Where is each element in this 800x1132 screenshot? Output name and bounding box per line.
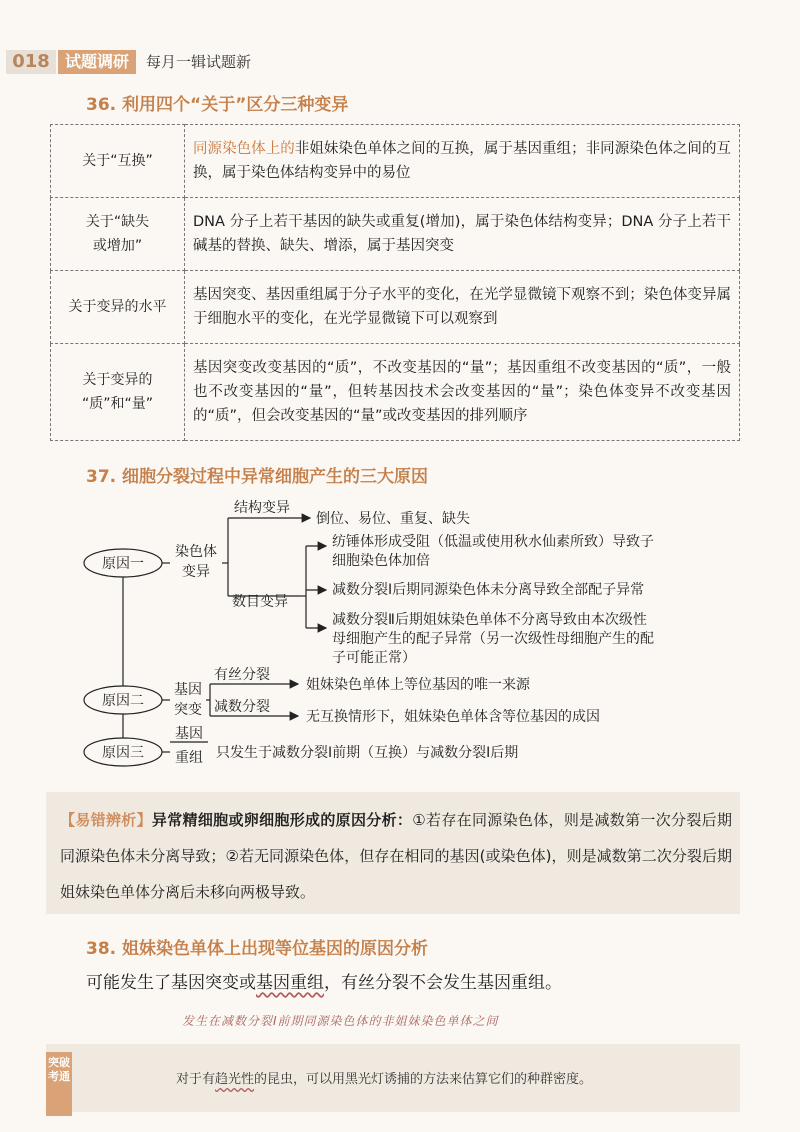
mitosis-result: 姐妹染色单体上等位基因的唯一来源 bbox=[306, 677, 530, 693]
table-row bbox=[51, 198, 740, 271]
note-heading: 异常精细胞或卵细胞形成的原因分析： bbox=[151, 811, 413, 829]
page-number: 018 bbox=[6, 50, 56, 74]
recombination-label: 基因 bbox=[175, 726, 203, 742]
section-38-title: 38. 姐妹染色单体上出现等位基因的原因分析 bbox=[86, 939, 429, 959]
mitosis-label: 有丝分裂 bbox=[214, 667, 270, 683]
reason-3-label: 原因三 bbox=[102, 745, 144, 761]
variation-table bbox=[50, 124, 740, 441]
structural-variation-label: 结构变异 bbox=[234, 500, 290, 516]
chromosome-variation-label: 染色体 bbox=[175, 544, 217, 560]
highlight-text: 同源染色体上的 bbox=[193, 141, 295, 157]
number-item-3: 母细胞产生的配子异常（另一次级性母细胞产生的配 bbox=[332, 631, 654, 647]
row-label-line: 关于变异的 bbox=[82, 372, 153, 388]
body-text: ，有丝分裂不会发生基因重组。 bbox=[324, 973, 562, 993]
reason-1-label: 原因一 bbox=[102, 556, 144, 572]
row-text: 基因突变、基因重组属于分子水平的变化，在光学显微镜下观察不到；染色体变异属于细胞水平的变化，在光学显微镜下可以观察到 bbox=[185, 271, 740, 344]
number-item-2: 减数分裂Ⅰ后期同源染色体未分离导致全部配子异常 bbox=[332, 582, 645, 598]
note-body: ①若存在同源染色体，则是减数第一次分裂后期同源染色体未分离导致；②若无同源染色体，但存在相同的基因(或染色体)，则是减数第二次分裂后期姐妹染色单体分离后未移向两极导致。 bbox=[60, 811, 732, 901]
meiosis-result: 无互换情形下，姐妹染色单体含等位基因的成因 bbox=[306, 709, 600, 725]
note-paragraph bbox=[60, 802, 732, 910]
gene-mutation-label: 突变 bbox=[174, 702, 202, 718]
reason-2-label: 原因二 bbox=[102, 693, 144, 709]
section-38-body bbox=[86, 968, 562, 993]
handwritten-annotation: 发生在减数分裂Ⅰ前期同源染色体的非姐妹染色单体之间 bbox=[182, 1014, 499, 1028]
chromosome-variation-label: 变异 bbox=[182, 564, 210, 580]
wavy-underline-text: 基因重组 bbox=[256, 973, 324, 993]
note-tag: 【易错辨析】 bbox=[60, 811, 152, 829]
row-body: 非姐妹染色单体之间的互换，属于基因重组；非同源染色体之间的互换，属于染色体结构变异中的易位 bbox=[193, 141, 732, 181]
meiosis-label: 减数分裂 bbox=[214, 699, 270, 715]
bottom-note bbox=[176, 1068, 592, 1087]
bottom-text: 的昆虫，可以用黑光灯诱捕的方法来估算它们的种群密度。 bbox=[254, 1072, 593, 1087]
row-text: DNA 分子上若干基因的缺失或重复(增加)，属于染色体结构变异；DNA 分子上若干碱基的替换、缺失、增添，属于基因突变 bbox=[185, 198, 740, 271]
side-tab: 突破考通 bbox=[46, 1052, 72, 1116]
row-label bbox=[51, 125, 185, 198]
row-label-line: “质”和“量” bbox=[81, 396, 153, 412]
row-text: 基因突变改变基因的“质”，不改变基因的“量”；基因重组不改变基因的“质”，一般也不改变基因的“量”，但转基因技术会改变基因的“量”；染色体变异不改变基因的“质”，但会改变基因的“量”或改变基因的排列顺序 bbox=[185, 344, 740, 441]
row-label bbox=[51, 198, 185, 271]
table-row bbox=[51, 125, 740, 198]
table-row bbox=[51, 271, 740, 344]
number-item-1: 细胞染色体加倍 bbox=[332, 553, 430, 569]
row-text bbox=[185, 125, 740, 198]
recombination-label: 重组 bbox=[175, 750, 203, 766]
section-tag: 试题调研 bbox=[58, 50, 136, 74]
table-row bbox=[51, 344, 740, 441]
row-label-line: 关于变异的水平 bbox=[68, 299, 167, 315]
row-label bbox=[51, 344, 185, 441]
number-variation-label: 数目变异 bbox=[232, 594, 288, 610]
number-item-3: 子可能正常） bbox=[332, 650, 416, 666]
row-label-line: 关于“互换” bbox=[82, 153, 153, 169]
number-item-1: 纺锤体形成受阻（低温或使用秋水仙素所致）导致子 bbox=[332, 534, 654, 550]
body-text: 可能发生了基因突变或 bbox=[86, 973, 256, 993]
structural-detail: 倒位、易位、重复、缺失 bbox=[316, 511, 470, 527]
number-item-3: 减数分裂Ⅱ后期姐妹染色单体不分离导致由本次级性 bbox=[332, 612, 647, 628]
gene-mutation-label: 基因 bbox=[174, 682, 202, 698]
cause-diagram bbox=[0, 490, 800, 780]
recombination-detail: 只发生于减数分裂Ⅰ前期（互换）与减数分裂Ⅰ后期 bbox=[216, 745, 519, 761]
bottom-text: 对于有 bbox=[176, 1072, 216, 1087]
section-36-title: 36. 利用四个“关于”区分三种变异 bbox=[86, 95, 349, 115]
section-37-title: 37. 细胞分裂过程中异常细胞产生的三大原因 bbox=[86, 467, 429, 487]
header-subtitle: 每月一辑试题新 bbox=[146, 53, 252, 71]
row-label bbox=[51, 271, 185, 344]
wavy-underline-text: 趋光性 bbox=[215, 1072, 255, 1087]
row-label-line: 关于“缺失 bbox=[85, 214, 150, 230]
row-label-line: 或增加” bbox=[92, 238, 143, 254]
